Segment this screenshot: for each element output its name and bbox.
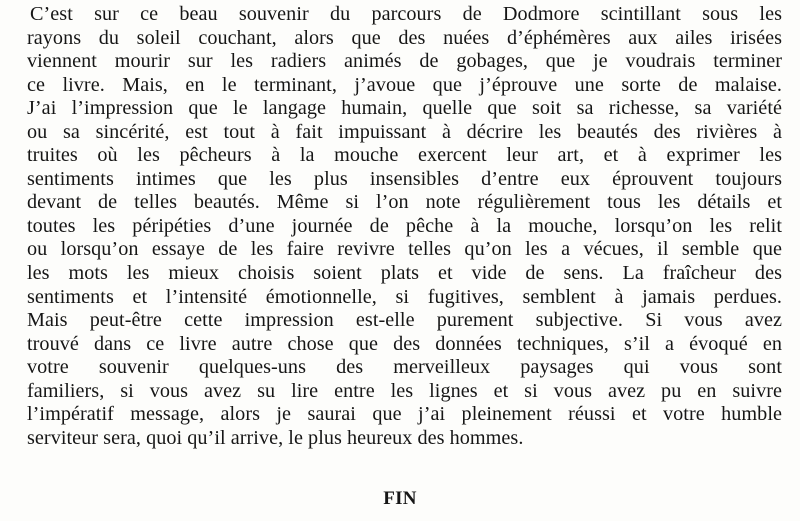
text-line: C’est sur ce beau souvenir du parcours de Dodmore scintillant sous les	[30, 3, 782, 25]
text-line: sentiments intimes que les plus insensibles d’entre eux éprouvent toujours	[27, 167, 782, 190]
closing-paragraph	[27, 3, 782, 450]
text-line: ce livre. Mais, en le terminant, j’avoue que j’éprouve une sorte de malaise.	[27, 73, 782, 96]
text-line: les mots les mieux choisis soient plats et vide de sens. La fraîcheur des	[27, 262, 782, 285]
text-line: ou lorsqu’on essaye de les faire revivre telles qu’on les a vécues, il semble que	[27, 238, 782, 261]
text-line: votre souvenir quelques-uns des merveilleux paysages qui vous sont	[27, 356, 782, 379]
text-line: Mais peut-être cette impression est-elle purement subjective. Si vous avez	[27, 309, 782, 332]
text-line: sentiments et l’intensité émotionnelle, si fugitives, semblent à jamais perdues.	[27, 285, 782, 308]
end-marker: FIN	[383, 488, 417, 509]
text-line: viennent mourir sur les radiers animés de gobages, que je voudrais terminer	[27, 50, 782, 73]
text-line: truites où les pêcheurs à la mouche exercent leur art, et à exprimer les	[27, 144, 782, 167]
text-line: devant de telles beautés. Même si l’on note régulièrement tous les détails et	[27, 191, 782, 214]
text-line: l’impératif message, alors je saurai que j’ai pleinement réussi et votre humble	[27, 403, 782, 426]
text-line: serviteur sera, quoi qu’il arrive, le plus heureux des hommes.	[27, 426, 524, 449]
text-line: rayons du soleil couchant, alors que des nuées d’éphémères aux ailes irisées	[27, 26, 782, 49]
text-line: J’ai l’impression que le langage humain, quelle que soit sa richesse, sa variété	[27, 97, 782, 120]
text-line: toutes les péripéties d’une journée de pêche à la mouche, lorsqu’on les relit	[27, 214, 782, 237]
text-line: familiers, si vous avez su lire entre les lignes et si vous avez pu en suivre	[27, 379, 782, 402]
text-line: trouvé dans ce livre autre chose que des données techniques, s’il a évoqué en	[27, 332, 782, 355]
text-line: ou sa sincérité, est tout à fait impuissant à décrire les beautés des rivières à	[27, 120, 782, 143]
